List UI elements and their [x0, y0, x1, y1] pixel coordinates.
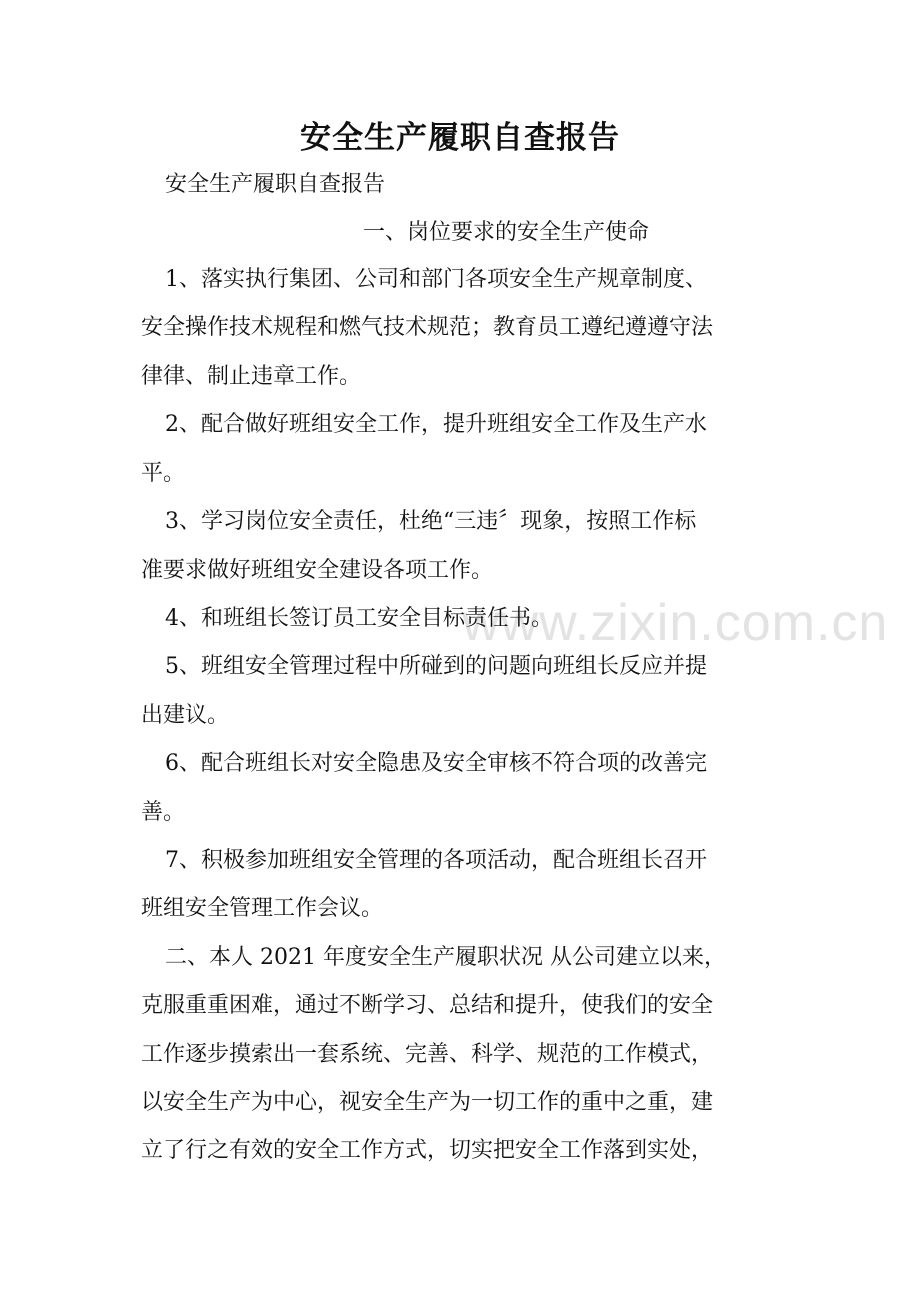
paragraph-line: 2、配合做好班组安全工作，提升班组安全工作及生产水	[165, 412, 707, 437]
document-subtitle: 安全生产履职自查报告	[165, 172, 386, 197]
paragraph-line: 出建议。	[141, 703, 230, 728]
paragraph-line: 立了行之有效的安全工作方式，切实把安全工作落到实处，	[141, 1138, 714, 1163]
paragraph-line: 6、配合班组长对安全隐患及安全审核不符合项的改善完	[165, 751, 707, 776]
paragraph-line: 班组安全管理工作会议。	[141, 896, 384, 921]
paragraph-line: 二、本人 2021 年度安全生产履职状况 从公司建立以来，	[165, 945, 726, 970]
paragraph-line: 1、落实执行集团、公司和部门各项安全生产规章制度、	[165, 267, 707, 292]
watermark: www.zixin.com.cn	[462, 594, 889, 652]
paragraph-line: 克服重重困难，通过不断学习、总结和提升，使我们的安全	[141, 993, 714, 1018]
paragraph-line: 平。	[141, 461, 186, 486]
paragraph-line: 5、班组安全管理过程中所碰到的问题向班组长反应并提	[165, 654, 707, 679]
paragraph-line: 4、和班组长签订员工安全目标责任书。	[165, 606, 553, 631]
section-heading-1: 一、岗位要求的安全生产使命	[363, 220, 650, 245]
paragraph-line: 律律、制止违章工作。	[141, 364, 362, 389]
document-title: 安全生产履职自查报告	[300, 120, 620, 156]
paragraph-line: 3、学习岗位安全责任，杜绝“三违〞现象，按照工作标	[165, 509, 697, 534]
paragraph-line: 善。	[141, 800, 186, 825]
paragraph-line: 7、积极参加班组安全管理的各项活动，配合班组长召开	[165, 848, 707, 873]
paragraph-line: 准要求做好班组安全建设各项工作。	[141, 558, 494, 583]
paragraph-line: 安全操作技术规程和燃气技术规范；教育员工遵纪遵遵守法	[141, 315, 714, 340]
paragraph-line: 以安全生产为中心，视安全生产为一切工作的重中之重，建	[141, 1090, 714, 1115]
paragraph-line: 工作逐步摸索出一套系统、完善、科学、规范的工作模式，	[141, 1042, 714, 1067]
